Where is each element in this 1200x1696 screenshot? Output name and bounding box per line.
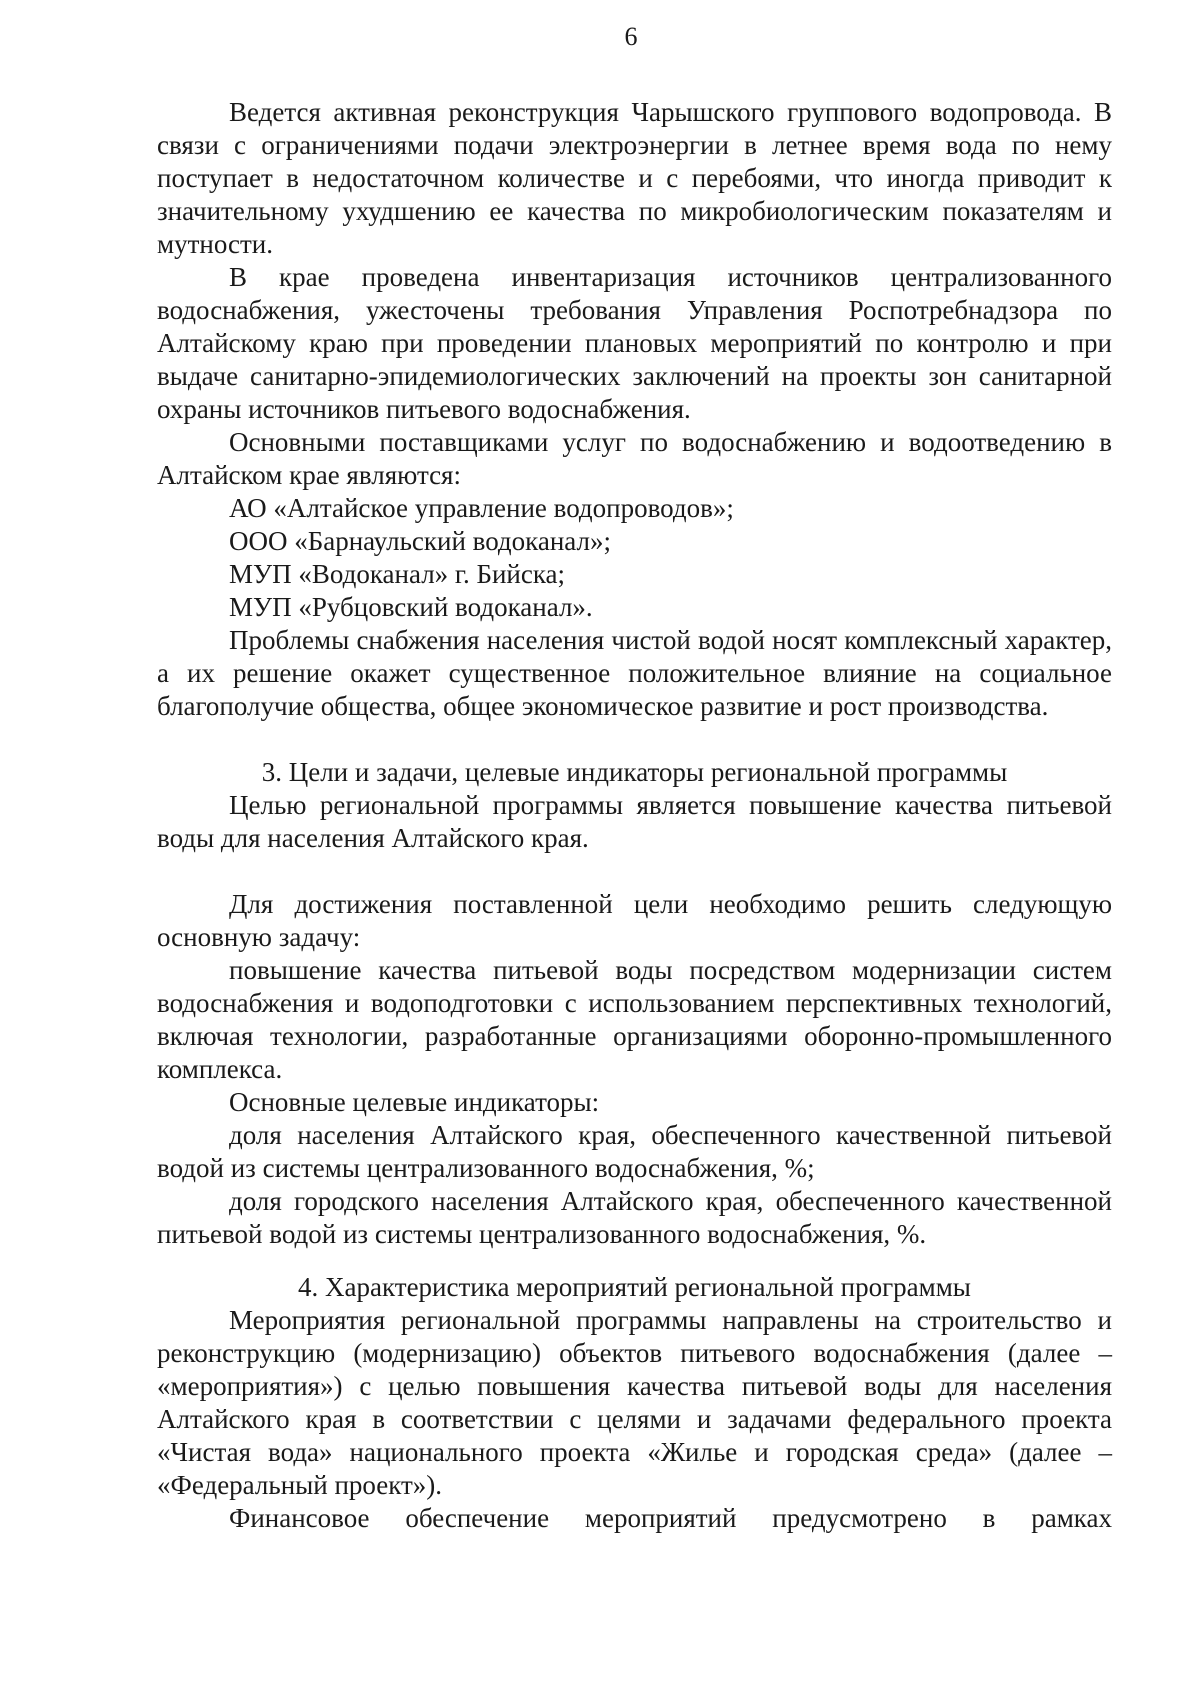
paragraph-financing: Финансовое обеспечение мероприятий предусмотрено в рамках xyxy=(229,1503,1112,1533)
section-heading-goals: 3. Цели и задачи, целевые индикаторы региональной программы xyxy=(261,757,1008,787)
paragraph-task-intro: Для достижения поставленной цели необходимо решить следующую основную задачу: xyxy=(157,889,1112,952)
paragraph-indicators-intro: Основные целевые индикаторы: xyxy=(229,1087,600,1117)
paragraph-suppliers-intro: Основными поставщиками услуг по водоснабжению и водоотведению в Алтайском крае являются: xyxy=(157,427,1112,490)
paragraph-inventory: В крае проведена инвентаризация источников централизованного водоснабжения, ужесточены требования Управления Роспотребнадзора по Алтайскому краю при проведении плановых мероприятий по контролю и при выдаче санитарно-эпидемиологических заключений на проекты зон санитарной охраны источников питьевого водоснабжения. xyxy=(157,262,1112,424)
paragraph-indicator: доля городского населения Алтайского края, обеспеченного качественной питьевой водой из системы централизованного водоснабжения, %. xyxy=(157,1186,1112,1249)
paragraph-task: повышение качества питьевой воды посредством модернизации систем водоснабжения и водоподготовки с использованием перспективных технологий, включая технологии, разработанные организациями оборонно-промышленного комплекса. xyxy=(157,955,1112,1084)
paragraph-measures: Мероприятия региональной программы направлены на строительство и реконструкцию (модернизацию) объектов питьевого водоснабжения (далее – «мероприятия») с целью повышения качества питьевой воды для населения Алтайского края в соответствии с целями и задачами федерального проекта «Чистая вода» национального проекта «Жилье и городская среда» (далее – «Федеральный проект»). xyxy=(157,1305,1112,1500)
paragraph-water-pipeline: Ведется активная реконструкция Чарышского группового водопровода. В связи с ограничениями подачи электроэнергии в летнее время вода по нему поступает в недостаточном количестве и с перебоями, что иногда приводит к значительному ухудшению ее качества по микробиологическим показателям и мутности. xyxy=(157,97,1112,259)
list-item-supplier: МУП «Водоканал» г. Бийска; xyxy=(229,559,566,589)
spacer xyxy=(157,723,1112,756)
page-number: 6 xyxy=(624,22,638,51)
section-heading-measures: 4. Характеристика мероприятий региональной программы xyxy=(298,1272,971,1302)
document-body xyxy=(157,96,1112,1535)
spacer xyxy=(157,1251,1112,1271)
paragraph-problems: Проблемы снабжения населения чистой водой носят комплексный характер, а их решение окажет существенное положительное влияние на социальное благополучие общества, общее экономическое развитие и рост производства. xyxy=(157,625,1112,721)
list-item-supplier: АО «Алтайское управление водопроводов»; xyxy=(229,493,734,523)
list-item-supplier: ООО «Барнаульский водоканал»; xyxy=(229,526,612,556)
paragraph-goal: Целью региональной программы является повышение качества питьевой воды для населения Алтайского края. xyxy=(157,790,1112,853)
list-item-supplier: МУП «Рубцовский водоканал». xyxy=(229,592,593,622)
paragraph-indicator: доля населения Алтайского края, обеспеченного качественной питьевой водой из системы централизованного водоснабжения, %; xyxy=(157,1120,1112,1183)
spacer xyxy=(157,855,1112,888)
